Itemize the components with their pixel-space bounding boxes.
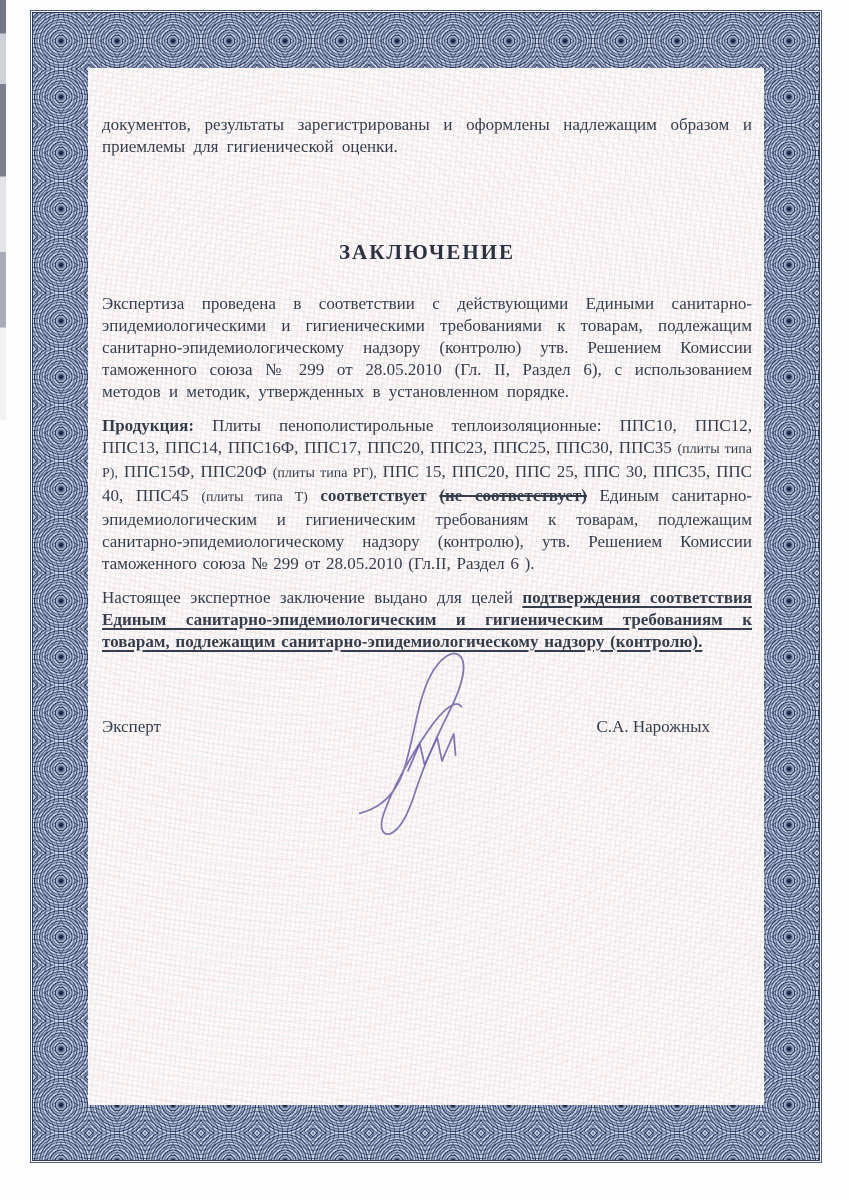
expertise-paragraph: Экспертиза проведена в соответствии с действующими Едиными санитарно-эпидемиологическими и гигиеническими требованиями к товарам, подлежащим санитарно-эпидемиологическому надзору (контролю) утв. Решением Комиссии таможенного союза № 299 от 28.05.2010 (Гл. II, Раздел 6), с использованием методов и методик, утвержденных в установленном порядке. [102, 294, 752, 401]
handwritten-signature [350, 646, 505, 841]
verdict-text: соответствует [320, 486, 427, 505]
document-paper [88, 68, 764, 1105]
plate-type-rg-note: (плиты типа РГ), [272, 466, 377, 481]
production-text: ППС 15, ППС20, ППС 25, ППС 30, ППС35, ППС 40, ППС45 [102, 462, 752, 505]
production-text: Плиты пенополистирольные теплоизоляционные: ППС10, ППС12, ППС13, ППС14, ППС16Ф, ППС17, ППС20, ППС23, ППС25, ППС30, ППС35 [102, 416, 752, 457]
expert-name: С.А. Нарожных [596, 717, 710, 736]
production-paragraph [102, 415, 752, 575]
purpose-paragraph [102, 587, 752, 653]
production-label: Продукция: [102, 416, 195, 435]
guilloche-border [32, 12, 820, 1161]
purpose-lead-text: Настоящее экспертное заключение выдано для целей [102, 588, 523, 607]
expert-role-label: Эксперт [102, 717, 161, 736]
production-requirements-text: Единым санитарно-эпидемиологическим и гигиеническим требованиям к товарам, подлежащим санитарно-эпидемиологическому надзору (контролю), утв. Решением Комиссии таможенного союза № 299 от 28.05.2010 (Гл.II, Раздел 6 ). [102, 486, 752, 573]
scanner-edge-artifact [0, 0, 6, 420]
production-text: ППС15Ф, ППС20Ф [117, 462, 273, 481]
plate-type-r-note: (плиты типа Р), [102, 442, 752, 481]
rejected-option-strikethrough: (не соответствует) [439, 486, 587, 505]
plate-type-t-note: (плиты типа Т) [201, 490, 308, 505]
document-title: ЗАКЛЮЧЕНИЕ [338, 240, 516, 264]
intro-paragraph: документов, результаты зарегистрированы и оформлены надлежащим образом и приемлемы для гигиенической оценки. [102, 115, 752, 156]
purpose-emphasis: подтверждения соответствия Единым санитарно-эпидемиологическим и гигиеническим требованиям к товарам, подлежащим санитарно-эпидемиологическому надзору (контролю). [102, 588, 752, 651]
